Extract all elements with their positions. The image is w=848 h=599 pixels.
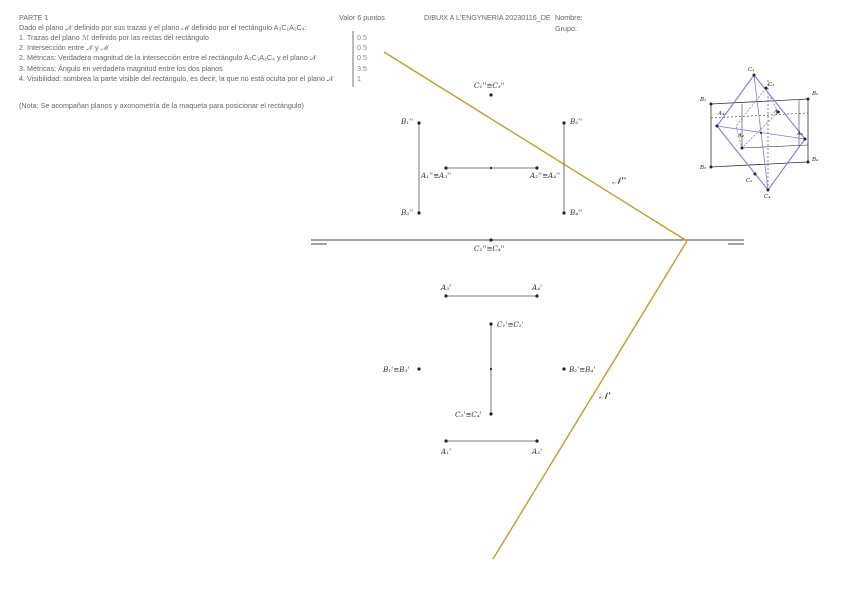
- axo-point-c1: [753, 74, 756, 77]
- label-b1-b3-plan: B₁'≡B₃': [383, 365, 410, 374]
- point-b4-elevation: [562, 211, 565, 214]
- point-center-plan: [490, 368, 492, 370]
- point-b3-elevation: [417, 211, 420, 214]
- label-b2-b4-plan: B₂'≡B₄': [569, 365, 596, 374]
- task-score: 0.5: [357, 33, 367, 42]
- task-item: 4. Visibilidad: sombrea la parte visible del rectángulo, es decir, la que no está oculta por el plano 𝒩: [19, 73, 334, 83]
- elevation-points: [417, 93, 565, 241]
- axo-label-b4: B₄: [812, 157, 819, 163]
- task-item: 2. Métricas: Verdadera magnitud de la intersección entre el rectángulo A₃C₁A₂C₄ y el plano 𝒩: [19, 53, 317, 63]
- axo-mid-line-back: [742, 145, 808, 148]
- axo-point-a1: [741, 147, 744, 150]
- problem-intro: Dado el plano 𝒩 definido por sus trazas y el plano ℳ definido por el rectángulo A₃C₁A₂C₄:: [19, 23, 307, 32]
- label-a2-plan: A₂': [532, 447, 543, 456]
- point-c3-c4-plan: [489, 412, 492, 415]
- part-title: PARTE 1: [19, 13, 49, 22]
- axo-point-b4: [807, 161, 810, 164]
- plan-points: [417, 294, 565, 442]
- label-b2-elevation: B₂'': [570, 117, 583, 126]
- axo-point-c2: [754, 173, 757, 176]
- task-item: 1. Trazas del plano ℳ definido por las rectas del rectángulo: [19, 33, 209, 42]
- axo-label-c2: C₂: [746, 178, 753, 184]
- label-plane-n-vertical: 𝒩'': [612, 176, 627, 187]
- point-b2-elevation: [562, 121, 565, 124]
- axo-label-c3: C₃: [768, 82, 775, 88]
- axo-label-b1: B₁: [700, 97, 707, 103]
- label-c1-c2-plan: C₁'≡C₂': [497, 320, 524, 329]
- label-b4-elevation: B₄'': [570, 208, 583, 217]
- axo-label-c4: C₄: [764, 194, 771, 200]
- axo-point-c4: [767, 189, 770, 192]
- axo-label-b2: B₂: [812, 91, 819, 97]
- point-c2-c4-elevation: [489, 238, 492, 241]
- axo-label-b3: B₃: [700, 165, 707, 171]
- point-a1-a3-elevation: [444, 166, 447, 169]
- axonometric-model: [710, 74, 810, 192]
- axo-point-a2: [804, 138, 807, 141]
- plane-n-vertical-trace: [384, 52, 687, 241]
- point-b1-elevation: [417, 121, 420, 124]
- course-code: DIBUIX A L'ENGYNERIA 20230116_DE: [424, 13, 551, 22]
- label-a2-a4-elevation: A₂''≡A₄'': [530, 171, 561, 180]
- task-score: 3.5: [357, 63, 367, 73]
- label-a3-plan: A₃': [441, 283, 452, 292]
- axo-label-a2: A₂: [797, 131, 804, 137]
- task-item: 2. Intersección entre 𝒩 y ℳ: [19, 43, 109, 53]
- name-field-label: Nombre:: [555, 13, 583, 22]
- label-a1-a3-elevation: A₁''≡A₃'': [421, 171, 452, 180]
- point-a3-plan: [444, 294, 447, 297]
- task-score: 0.5: [357, 53, 367, 63]
- axo-point-b2: [807, 98, 810, 101]
- task-item: 3. Métricas: Ángulo en verdadera magnitud entre los dos planos: [19, 63, 223, 73]
- label-a4-plan: A₄': [532, 283, 543, 292]
- axo-point-b3: [710, 166, 713, 169]
- point-b1-b3-plan: [417, 367, 420, 370]
- label-c1-c3-elevation: C₁''≡C₃'': [474, 81, 505, 90]
- point-c1-c2-plan: [489, 322, 492, 325]
- axo-point-center: [760, 132, 762, 134]
- point-c1-c3-elevation: [489, 93, 492, 96]
- point-a4-plan: [535, 294, 538, 297]
- label-b3-elevation: B₃'': [401, 208, 414, 217]
- axo-label-a3: A₃: [774, 109, 781, 115]
- points-value: Valor 6 puntos: [339, 13, 385, 22]
- label-c2-c4-elevation: C₂''≡C₄'': [474, 244, 505, 253]
- label-c3-c4-plan: C₃'≡C₄': [455, 410, 482, 419]
- point-center-elevation: [490, 167, 492, 169]
- axo-label-a4: A₄: [718, 111, 725, 117]
- axo-point-a4: [716, 125, 719, 128]
- point-b2-b4-plan: [562, 367, 565, 370]
- problem-note: (Nota: Se acompañan planos y axonometría de la maqueta para posicionar el rectángulo): [19, 101, 304, 110]
- axo-horizontal-frame: [711, 99, 808, 167]
- axo-label-a1: A₁: [738, 133, 745, 139]
- point-a2-a4-elevation: [535, 166, 538, 169]
- group-field-label: Grupo:: [555, 24, 577, 33]
- label-b1-elevation: B₁'': [401, 117, 414, 126]
- label-a1-plan: A₁': [441, 447, 452, 456]
- task-score: 1: [357, 73, 361, 83]
- task-score: 0.5: [357, 43, 367, 53]
- plane-n-horizontal-trace: [493, 241, 687, 559]
- axo-label-c1: C₁: [748, 67, 755, 73]
- label-plane-n-horizontal: 𝒩': [599, 391, 611, 402]
- axo-point-b1: [710, 103, 713, 106]
- point-a2-plan: [535, 439, 538, 442]
- point-a1-plan: [444, 439, 447, 442]
